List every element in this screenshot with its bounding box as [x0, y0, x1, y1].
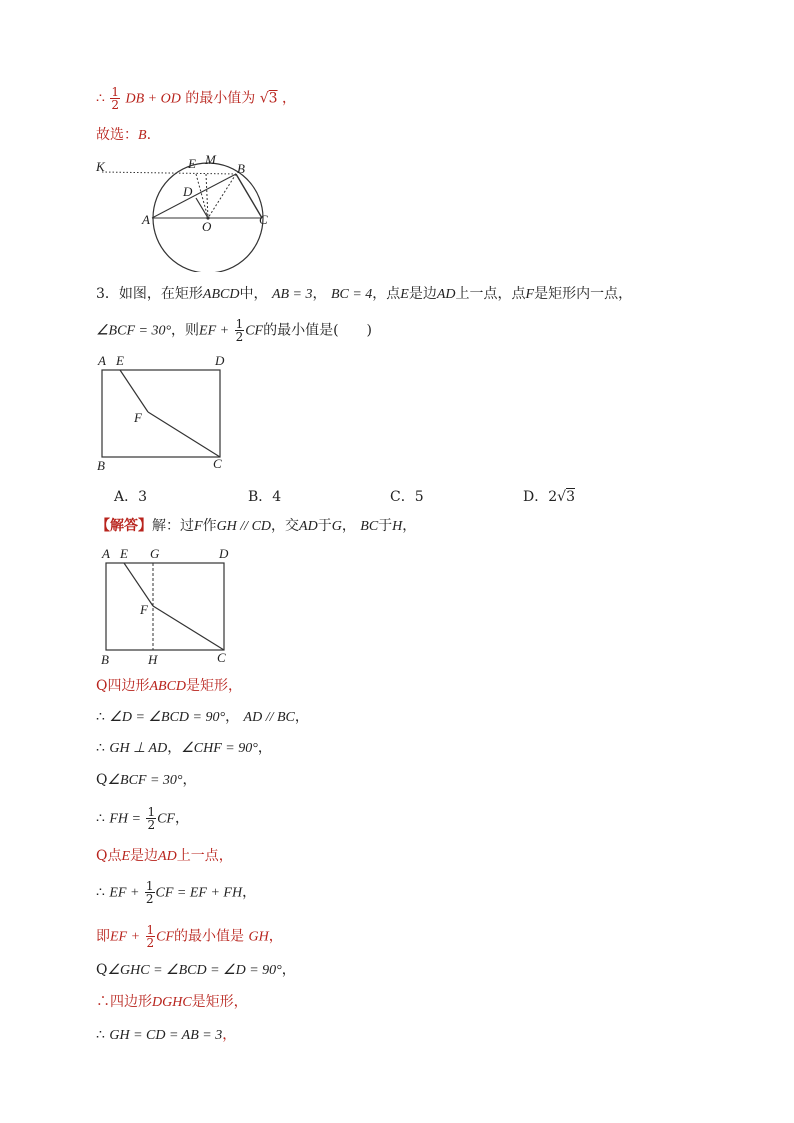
expression: EF +	[109, 885, 140, 901]
therefore-symbol: ∴	[96, 740, 105, 756]
segment-do	[196, 198, 208, 218]
var: GH	[248, 929, 269, 945]
label-b: B	[237, 161, 245, 176]
text: ，点	[372, 286, 401, 302]
text: ，	[402, 518, 417, 534]
label-e: E	[120, 546, 128, 561]
label-c: C	[213, 456, 222, 471]
rectangle-figure	[94, 350, 234, 474]
dashed-bo	[208, 174, 236, 218]
step-8	[96, 924, 283, 949]
label-m: M	[205, 152, 216, 167]
because-symbol: Q	[96, 962, 108, 978]
because-symbol: Q	[96, 848, 108, 864]
text: 是边	[130, 848, 159, 864]
therefore-symbol: ∴	[96, 994, 110, 1010]
text: 的最小值是	[174, 928, 245, 945]
therefore-symbol: ∴	[96, 884, 105, 901]
step-9	[96, 960, 296, 981]
label-c: C	[259, 212, 268, 227]
text: 是矩形，	[191, 994, 248, 1010]
dashed-mo	[206, 174, 208, 218]
var: DGHC	[152, 995, 192, 1010]
expression: ∠BCF = 30°	[107, 773, 183, 788]
question-3-line-1	[96, 284, 632, 305]
option-c: C．5	[390, 489, 424, 505]
expression: EF +	[199, 323, 230, 339]
text: 中，	[239, 286, 268, 302]
var: H	[392, 519, 403, 534]
label-d: D	[183, 184, 193, 199]
option-a: A．3	[114, 489, 148, 505]
text: 点	[107, 848, 122, 864]
step-3	[96, 738, 272, 759]
punct: ，	[294, 709, 309, 725]
frac-numerator: 1	[147, 805, 156, 819]
sqrt-radicand: 3	[566, 489, 575, 505]
var: AD	[299, 519, 318, 534]
therefore-symbol: ∴	[96, 709, 105, 725]
expression: GH // CD	[216, 519, 272, 534]
expression: GH = CD = AB = 3	[109, 1028, 223, 1043]
choice-label: 故选：	[96, 127, 138, 143]
therefore-symbol: ∴	[96, 90, 105, 107]
expression: EF +	[110, 929, 141, 945]
label-k: K	[96, 159, 105, 174]
condition-ab: AB = 3	[271, 287, 313, 302]
sqrt-radicand: 3	[268, 90, 278, 107]
label-g: G	[150, 546, 160, 561]
expression: FH =	[109, 811, 141, 827]
fraction-half	[146, 924, 156, 949]
label-h: H	[148, 652, 158, 667]
frac-denominator: 2	[145, 892, 154, 906]
text: 于	[378, 518, 393, 534]
fraction-half	[110, 86, 120, 111]
condition-bc: BC = 4	[330, 287, 373, 302]
punct: ，	[182, 772, 197, 788]
sqrt-value: √3	[259, 90, 278, 107]
segment-fc	[153, 606, 224, 650]
dashed-eo	[196, 174, 208, 218]
chord-ab	[152, 174, 236, 218]
text: 于	[317, 518, 332, 534]
label-f: F	[134, 410, 142, 425]
expression: GH ⊥ AD	[109, 741, 168, 756]
punct: ，	[268, 928, 283, 945]
text: 是边	[408, 286, 437, 302]
text: 是矩形，	[186, 678, 243, 694]
text: 解：过	[152, 518, 194, 534]
text: 作	[202, 518, 217, 534]
punct: ，	[174, 810, 189, 827]
frac-denominator: 2	[147, 818, 156, 832]
text: 四边形	[110, 994, 152, 1010]
label-b: B	[97, 458, 105, 473]
text: ，	[341, 518, 356, 534]
expression: ∠D = ∠BCD = 90°	[109, 710, 226, 725]
frac-numerator: 1	[146, 923, 155, 937]
step-7	[96, 880, 256, 905]
condition-angle: ∠BCF = 30°	[96, 323, 172, 339]
solution-line-1	[96, 86, 296, 111]
segment-ef	[120, 370, 148, 412]
rectangle-abcd	[106, 563, 224, 650]
var: E	[121, 849, 131, 864]
text: 四边形	[107, 678, 150, 694]
step-11	[96, 1025, 236, 1046]
text: 上一点，点	[455, 286, 526, 302]
answer-header	[96, 516, 416, 537]
fraction-half	[146, 806, 156, 831]
label-e: E	[116, 353, 124, 368]
expression: CF = EF + FH	[155, 885, 243, 901]
var: ABCD	[202, 287, 240, 302]
var: E	[400, 287, 409, 302]
therefore-symbol: ∴	[96, 810, 105, 827]
option-b: B．4	[248, 489, 282, 505]
frac-numerator: 1	[235, 317, 244, 331]
label-a: A	[102, 546, 110, 561]
choice-line	[96, 125, 151, 146]
choice-answer: B	[138, 128, 147, 143]
therefore-symbol: ∴	[96, 1027, 105, 1043]
frac-numerator: 1	[111, 85, 120, 99]
expression: ∠CHF = 90°	[181, 741, 258, 756]
label-a: A	[142, 212, 150, 227]
punct: ，	[282, 90, 297, 107]
expression: DB + OD	[125, 91, 181, 107]
rectangle-abcd	[102, 370, 220, 457]
label-e: E	[188, 156, 196, 171]
punct: .	[146, 127, 152, 143]
label-c: C	[217, 650, 226, 665]
circle-figure	[94, 150, 284, 272]
expression: ∠GHC = ∠BCD = ∠D = 90°	[107, 963, 282, 978]
segment-fc	[148, 412, 220, 457]
text: 的最小值是( )	[263, 322, 373, 339]
var: ABCD	[149, 679, 187, 694]
frac-numerator: 1	[145, 879, 154, 893]
step-6	[96, 846, 233, 867]
dotted-line-k	[102, 172, 236, 174]
label-f: F	[140, 602, 148, 617]
var: CF	[156, 929, 175, 945]
text: 如图，在矩形	[118, 286, 203, 302]
var: AD	[158, 849, 177, 864]
label-a: A	[98, 353, 106, 368]
text: 的最小值为	[185, 90, 256, 107]
step-2	[96, 707, 309, 728]
punct: ，	[225, 709, 240, 725]
answer-tag: 【解答】	[96, 518, 152, 534]
option-d: D．2√3	[523, 489, 575, 505]
punct: ，	[281, 962, 296, 978]
var: G	[331, 519, 342, 534]
punct: ，	[257, 740, 272, 756]
rectangle-figure-solution	[98, 544, 238, 668]
var: CF	[157, 811, 175, 827]
var: AD	[436, 287, 456, 302]
label-o: O	[202, 219, 212, 234]
punct: ，	[222, 1027, 237, 1043]
fraction-half	[145, 880, 155, 905]
text: ，	[312, 286, 327, 302]
text: ，则	[171, 322, 200, 339]
frac-denominator: 2	[146, 936, 155, 950]
frac-denominator: 2	[111, 98, 120, 112]
question-3-line-2	[96, 318, 372, 343]
label-d: D	[215, 353, 225, 368]
question-number: 3．	[96, 286, 119, 302]
because-symbol: Q	[96, 772, 108, 788]
because-symbol: Q	[96, 678, 108, 694]
step-1	[96, 676, 242, 697]
text: 是矩形内一点，	[534, 286, 633, 302]
label-d: D	[219, 546, 229, 561]
step-4	[96, 770, 197, 791]
step-5	[96, 806, 189, 831]
var: BC	[360, 519, 379, 534]
label-b: B	[101, 652, 109, 667]
punct: ，	[242, 884, 257, 901]
fraction-half	[235, 318, 245, 343]
segment-ef	[124, 563, 153, 606]
var: CF	[245, 323, 264, 339]
text: 上一点，	[176, 848, 233, 864]
text: 即	[96, 928, 110, 945]
option-d-prefix: D．2	[523, 489, 558, 505]
var: F	[194, 519, 203, 534]
expression: AD // BC	[243, 710, 295, 725]
text: ，交	[271, 518, 300, 534]
punct: ，	[167, 740, 182, 756]
var: F	[525, 287, 535, 302]
frac-denominator: 2	[235, 330, 244, 344]
step-10	[96, 992, 248, 1013]
